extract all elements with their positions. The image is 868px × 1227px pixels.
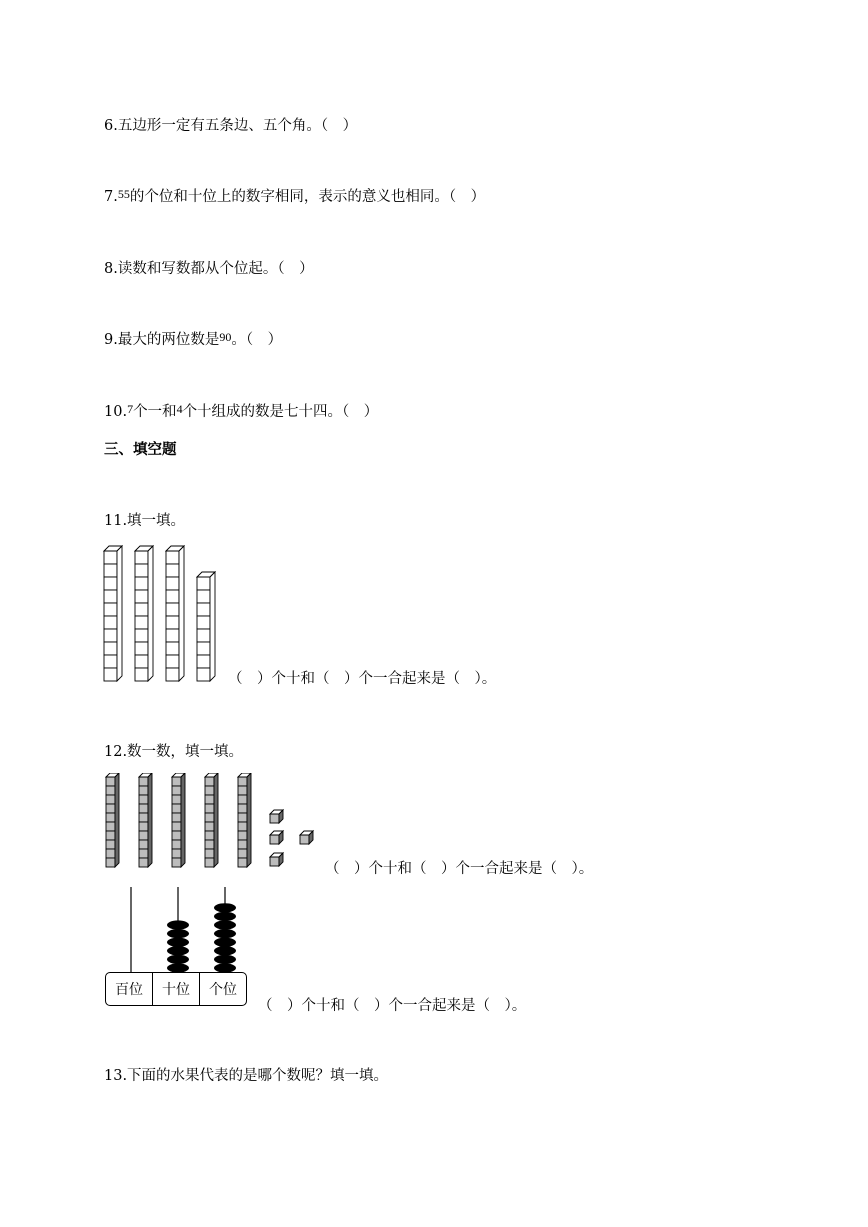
abacus-label-hundreds: 百位	[106, 973, 153, 1005]
tens-rods-figure	[100, 544, 225, 686]
question-6	[104, 114, 357, 135]
tens-rod	[197, 572, 215, 681]
abacus-bead	[214, 946, 236, 955]
question-8	[104, 257, 314, 278]
abacus-bead	[167, 955, 189, 964]
abacus	[104, 885, 250, 1010]
question-7-number: 55	[117, 187, 130, 201]
abacus-bead	[167, 946, 189, 955]
question-6-text: 6.五边形一定有五条边、五个角。（ ）	[104, 118, 358, 134]
question-9-prefix: 9.最大的两位数是	[104, 332, 220, 348]
abacus-label-ones: 个位	[209, 982, 237, 998]
question-12-answer-blocks: （ ）个十和（ ）个一合起来是（ ）。	[325, 861, 594, 877]
abacus-bead	[214, 903, 236, 912]
question-10-number-2: 4	[176, 402, 183, 416]
abacus-label-tens: 十位	[153, 973, 200, 1005]
question-10-mid: 个一和	[133, 404, 177, 420]
abacus-bead	[214, 938, 236, 947]
question-12-answer-abacus: （ ）个十和（ ）个一合起来是（ ）。	[258, 998, 527, 1014]
shaded-tens-rod	[172, 773, 185, 867]
section-heading: 三、填空题	[104, 442, 177, 458]
abacus-bead	[214, 929, 236, 938]
question-7-prefix: 7.	[104, 189, 118, 205]
shaded-tens-rod	[238, 773, 251, 867]
question-11-answer: （ ）个十和（ ）个一合起来是（ ）。	[228, 671, 497, 687]
abacus-bead	[167, 929, 189, 938]
abacus-bead	[214, 920, 236, 929]
shaded-tens-rod	[205, 773, 218, 867]
question-8-text: 8.读数和写数都从个位起。（ ）	[104, 261, 314, 277]
question-7-text: 的个位和十位上的数字相同，表示的意义也相同。（ ）	[129, 189, 486, 205]
question-7	[104, 185, 485, 206]
tens-rod	[135, 546, 153, 681]
tens-rod	[104, 546, 122, 681]
abacus-label-box	[105, 972, 247, 1006]
shaded-blocks-figure	[100, 773, 325, 873]
question-10-text: 个十组成的数是七十四。（ ）	[182, 404, 379, 420]
abacus-bead	[167, 920, 189, 929]
unit-cube	[270, 853, 283, 866]
unit-cube	[270, 810, 283, 823]
shaded-tens-rod	[106, 773, 119, 867]
question-12-title: 12.数一数，填一填。	[104, 744, 244, 760]
question-11-title: 11.填一填。	[104, 513, 186, 529]
shaded-tens-rod	[139, 773, 152, 867]
abacus-bead	[214, 955, 236, 964]
abacus-rods	[104, 885, 250, 975]
abacus-bead	[214, 912, 236, 921]
question-9-number: 90	[219, 330, 232, 344]
question-10-number-1: 7	[127, 402, 134, 416]
unit-cube	[300, 831, 313, 844]
unit-cube	[270, 831, 283, 844]
question-9-suffix: 。（ ）	[231, 332, 283, 348]
tens-rod	[166, 546, 184, 681]
abacus-bead	[167, 938, 189, 947]
question-10	[104, 400, 378, 421]
question-9	[104, 328, 282, 349]
question-10-prefix: 10.	[104, 404, 128, 420]
question-13-title: 13.下面的水果代表的是哪个数呢？填一填。	[104, 1068, 389, 1084]
